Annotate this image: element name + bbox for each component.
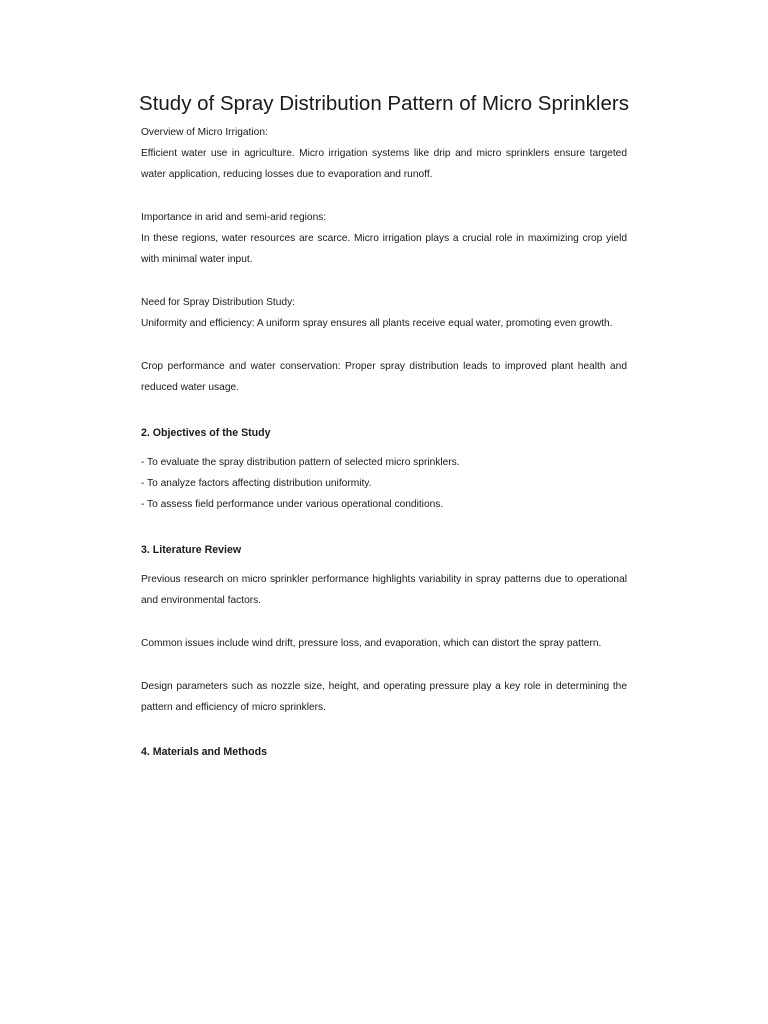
- literature-paragraph: Design parameters such as nozzle size, height, and operating pressure play a key role in determining the pattern and efficiency of micro sprinklers.: [141, 681, 627, 714]
- objectives-heading: 2. Objectives of the Study: [141, 427, 271, 439]
- literature-paragraph: Previous research on micro sprinkler performance highlights variability in spray patterns due to operational and environmental factors.: [141, 574, 627, 607]
- literature-paragraph: Common issues include wind drift, pressure loss, and evaporation, which can distort the spray pattern.: [141, 638, 602, 649]
- document-title: Study of Spray Distribution Pattern of Micro Sprinklers: [139, 92, 629, 115]
- need-text: Uniformity and efficiency: A uniform spray ensures all plants receive equal water, promoting even growth.: [141, 318, 613, 329]
- overview-text: Efficient water use in agriculture. Micro irrigation systems like drip and micro sprinklers ensure targeted water application, reducing losses due to evaporation and runoff.: [141, 148, 627, 181]
- importance-label: Importance in arid and semi-arid regions:: [141, 212, 327, 223]
- objective-item: - To assess field performance under various operational conditions.: [141, 499, 444, 510]
- literature-heading: 3. Literature Review: [141, 544, 242, 556]
- crop-text: Crop performance and water conservation: Proper spray distribution leads to improved plant health and reduced water usage.: [141, 361, 627, 394]
- objective-item: - To evaluate the spray distribution pattern of selected micro sprinklers.: [141, 457, 460, 468]
- methods-heading: 4. Materials and Methods: [141, 746, 267, 758]
- overview-label: Overview of Micro Irrigation:: [141, 127, 268, 138]
- need-label: Need for Spray Distribution Study:: [141, 297, 296, 308]
- objective-item: - To analyze factors affecting distribution uniformity.: [141, 478, 372, 489]
- importance-text: In these regions, water resources are scarce. Micro irrigation plays a crucial role in maximizing crop yield with minimal water input.: [141, 233, 627, 266]
